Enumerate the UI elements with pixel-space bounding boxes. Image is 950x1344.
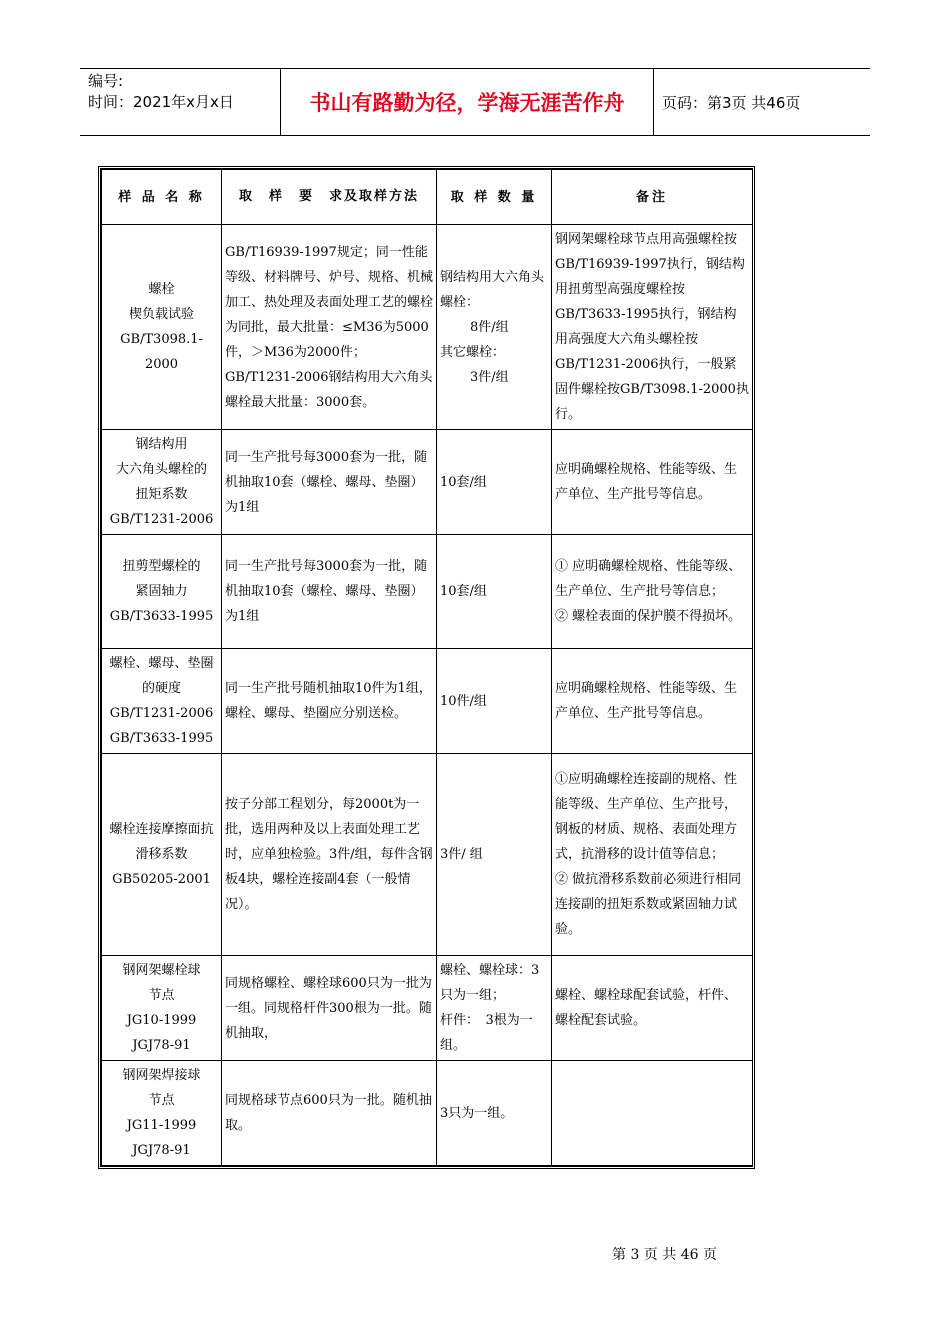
- table-row: [102, 1061, 753, 1166]
- cell-text: JGJ78-91: [132, 1038, 191, 1053]
- table-row: [102, 956, 753, 1061]
- header-sampling-method: 取 样 要 求及取样方法: [222, 170, 437, 225]
- table-row: [102, 225, 753, 430]
- cell-text: 钢网架焊接球: [122, 1068, 201, 1083]
- sample-name-cell: [102, 225, 222, 430]
- cell-text: JGJ78-91: [132, 1143, 191, 1158]
- cell-text: GB/T1231-2006: [109, 512, 214, 527]
- table-row: [102, 649, 753, 754]
- cell-text: 滑移系数: [135, 847, 188, 862]
- cell-text: ② 螺栓表面的保护膜不得损坏。: [555, 609, 742, 624]
- sampling-quantity-cell: [437, 649, 552, 754]
- remark-cell: [552, 1061, 753, 1166]
- cell-text: 螺栓、螺栓球：3只为一组；: [440, 963, 540, 1003]
- page-header: [80, 68, 870, 136]
- sampling-method-cell: [222, 535, 437, 649]
- sample-name-cell: [102, 535, 222, 649]
- cell-text: 3件/组: [470, 369, 509, 385]
- cell-text: 同一生产批号每3000套为一批，随机抽取10套（螺栓、螺母、垫圈）为1组: [225, 449, 428, 515]
- header-meta: [88, 71, 278, 113]
- cell-text: 10套/组: [440, 474, 487, 490]
- cell-text: 杆件： 3根为一组。: [440, 1013, 533, 1053]
- sample-name-cell: [102, 754, 222, 956]
- cell-text: 应明确螺栓规格、性能等级、生产单位、生产批号等信息。: [555, 681, 738, 721]
- cell-text: 同一生产批号每3000套为一批，随机抽取10套（螺栓、螺母、垫圈）为1组: [225, 559, 428, 624]
- number-label: 编号:: [88, 72, 124, 90]
- remark-cell: [552, 430, 753, 535]
- sampling-quantity-cell: [437, 535, 552, 649]
- cell-text: ① 应明确螺栓规格、性能等级、生产单位、生产批号等信息；: [555, 559, 742, 599]
- cell-text: JG11-1999: [126, 1118, 197, 1133]
- cell-text: 同规格螺栓、螺栓球600只为一批为一组。同规格杆件300根为一批。随机抽取，: [225, 975, 432, 1041]
- cell-text: 同规格球节点600只为一批。随机抽取。: [225, 1093, 432, 1133]
- sampling-method-cell: [222, 754, 437, 956]
- cell-text: 楔负载试验: [128, 307, 194, 322]
- page-footer: 第 3 页 共 46 页: [612, 1247, 717, 1263]
- header-page-label: 页码：第3页 共46页: [662, 93, 801, 112]
- cell-text: 8件/组: [470, 319, 509, 335]
- cell-text: 3只为一组。: [440, 1105, 514, 1121]
- header-motto: 书山有路勤为径，学海无涯苦作舟: [309, 91, 625, 115]
- cell-text: GB/T1231-2006: [109, 706, 214, 721]
- cell-text: JG10-1999: [126, 1013, 197, 1028]
- cell-text: 螺栓连接摩擦面抗: [109, 822, 214, 837]
- sampling-method-cell: [222, 430, 437, 535]
- sampling-table-frame: [98, 166, 755, 1169]
- sampling-quantity-cell: [437, 1061, 552, 1166]
- header-sample-name: 样 品 名 称: [102, 170, 222, 225]
- cell-text: 钢网架螺栓球: [122, 963, 201, 978]
- cell-text: GB/T16939-1997规定；同一性能等级、材料牌号、炉号、规格、机械加工、热处理及表面处理工艺的螺栓为同批，最大批量：≤M36为5000件，＞M36为2000件；: [225, 244, 434, 360]
- table-header-row: [102, 170, 753, 225]
- cell-text: 紧固轴力: [135, 584, 188, 599]
- time-label: 时间：2021年x月x日: [88, 93, 234, 111]
- sample-name-cell: [102, 1061, 222, 1166]
- remark-cell: [552, 535, 753, 649]
- cell-text: GB/T3633-1995: [109, 731, 214, 746]
- cell-text: 大六角头螺栓的: [115, 462, 207, 477]
- cell-text: 钢结构用: [135, 437, 188, 452]
- sampling-quantity-cell: [437, 430, 552, 535]
- sampling-quantity-cell: [437, 754, 552, 956]
- table-row: [102, 430, 753, 535]
- cell-text: 其它螺栓：: [440, 344, 506, 360]
- cell-text: GB50205-2001: [112, 872, 211, 887]
- remark-cell: [552, 649, 753, 754]
- remark-cell: [552, 754, 753, 956]
- cell-text: 节点: [148, 1093, 175, 1108]
- sampling-method-cell: [222, 649, 437, 754]
- cell-text: 3件/ 组: [440, 847, 483, 862]
- sample-name-cell: [102, 956, 222, 1061]
- cell-text: 节点: [148, 988, 175, 1003]
- cell-text: GB/T3633-1995: [109, 609, 214, 624]
- cell-text: 10套/组: [440, 584, 487, 599]
- sampling-method-cell: [222, 956, 437, 1061]
- cell-text: 扭剪型螺栓的: [122, 559, 201, 574]
- header-divider: [653, 69, 654, 135]
- sample-name-cell: [102, 430, 222, 535]
- cell-text: 的硬度: [141, 681, 181, 696]
- table-row: [102, 535, 753, 649]
- sampling-quantity-cell: [437, 956, 552, 1061]
- cell-text: 钢结构用大六角头螺栓：: [440, 269, 545, 310]
- cell-text: 螺栓: [148, 282, 175, 297]
- cell-text: 螺栓、螺母、垫圈: [109, 656, 214, 671]
- sample-name-cell: [102, 649, 222, 754]
- cell-text: GB/T1231-2006钢结构用大六角头螺栓最大批量：3000套。: [225, 369, 433, 410]
- sampling-table: [101, 169, 753, 1166]
- cell-text: ①应明确螺栓连接副的规格、性能等级、生产单位、生产批号，钢板的材质、规格、表面处理方式，抗滑移的设计值等信息；: [555, 772, 738, 862]
- cell-text: 钢网架螺栓球节点用高强螺栓按GB/T16939-1997执行，钢结构用扭剪型高强度螺栓按GB/T3633-1995执行，钢结构用高强度大六角头螺栓按GB/T1231-2006执行，一般紧固件螺栓按GB/T3098.1-2000执行。: [555, 232, 749, 422]
- cell-text: 2000: [144, 357, 179, 372]
- header-sampling-quantity: 取 样 数 量: [437, 170, 552, 225]
- cell-text: 扭矩系数: [135, 487, 188, 502]
- cell-text: 按子分部工程划分，每2000t为一批，选用两种及以上表面处理工艺时，应单独检验。3件/组，每件含钢板4块，螺栓连接副4套（一般情况）。: [225, 797, 433, 912]
- sampling-quantity-cell: [437, 225, 552, 430]
- remark-cell: [552, 225, 753, 430]
- cell-text: GB/T3098.1-: [120, 332, 203, 347]
- cell-text: 同一生产批号随机抽取10件为1组，螺栓、螺母、垫圈应分别送检。: [225, 681, 432, 721]
- cell-text: ② 做抗滑移系数前必须进行相同连接副的扭矩系数或紧固轴力试验。: [555, 872, 742, 937]
- sampling-method-cell: [222, 225, 437, 430]
- table-row: [102, 754, 753, 956]
- cell-text: 应明确螺栓规格、性能等级、生产单位、生产批号等信息。: [555, 462, 738, 502]
- header-remark: 备注: [552, 170, 753, 225]
- sampling-method-cell: [222, 1061, 437, 1166]
- cell-text: 螺栓、螺栓球配套试验，杆件、螺栓配套试验。: [555, 988, 738, 1028]
- remark-cell: [552, 956, 753, 1061]
- cell-text: 10件/组: [440, 693, 487, 709]
